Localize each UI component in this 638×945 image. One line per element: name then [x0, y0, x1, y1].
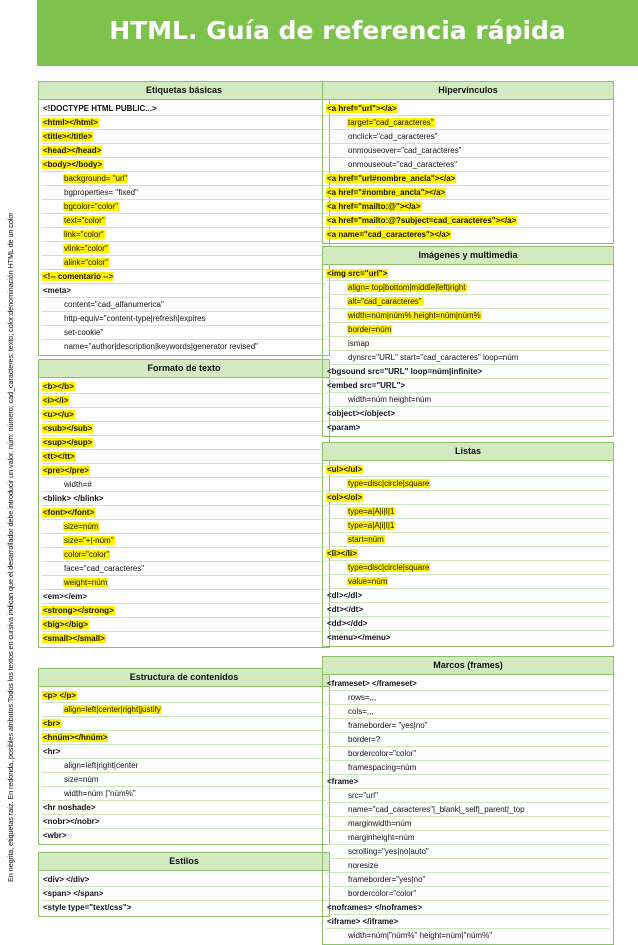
- reference-row: [326, 631, 610, 644]
- row-text: <p> </p>: [43, 691, 76, 700]
- row-text: <noframes> </noframes>: [327, 903, 423, 912]
- reference-row: [326, 817, 610, 831]
- section-title: Hipervínculos: [323, 82, 613, 100]
- row-text: <i></i>: [43, 396, 69, 405]
- reference-row: [326, 617, 610, 631]
- row-text: <bgsound src="URL" loop=núm|infinite>: [327, 367, 483, 376]
- reference-row: [42, 787, 326, 801]
- reference-row: [326, 873, 610, 887]
- row-text: width=núm |"núm%": [64, 789, 136, 798]
- row-text: <style type="text/css">: [43, 903, 132, 912]
- row-text: <frame>: [327, 777, 359, 786]
- reference-row: [42, 478, 326, 492]
- reference-row: [42, 436, 326, 450]
- row-text: <html></html>: [43, 118, 98, 127]
- section-hipervinculos: [322, 81, 614, 244]
- row-text: <strong></strong>: [43, 606, 114, 615]
- reference-row: [42, 731, 326, 745]
- row-text: bgproperties= "fixed": [64, 188, 138, 197]
- reference-row: [42, 214, 326, 228]
- reference-row: [326, 200, 610, 214]
- section-title: Imágenes y multimedia: [323, 247, 613, 265]
- row-text: <a href="url#nombre_ancla"></a>: [327, 174, 456, 183]
- row-text: face="cad_caracteres": [64, 564, 145, 573]
- reference-row: [326, 533, 610, 547]
- reference-row: [326, 228, 610, 241]
- reference-row: [42, 492, 326, 506]
- reference-row: [42, 745, 326, 759]
- row-text: link="color": [64, 230, 104, 239]
- reference-row: [42, 815, 326, 829]
- reference-row: [42, 228, 326, 242]
- row-text: <meta>: [43, 286, 72, 295]
- reference-row: [42, 632, 326, 645]
- row-text: background= "url": [64, 174, 128, 183]
- reference-row: [326, 747, 610, 761]
- section-title: Marcos (frames): [323, 657, 613, 675]
- row-text: <nobr></nobr>: [43, 817, 100, 826]
- row-text: size="+|-núm": [64, 536, 114, 545]
- row-text: <menu></menu>: [327, 633, 391, 642]
- row-text: <ol></ol>: [327, 493, 363, 502]
- section-title: Estructura de contenidos: [39, 669, 329, 687]
- reference-row: [326, 407, 610, 421]
- reference-row: [326, 281, 610, 295]
- row-text: <hr noshade>: [43, 803, 96, 812]
- section-formato-de-texto: [38, 359, 330, 648]
- reference-row: [42, 340, 326, 353]
- section-estilos: [38, 852, 330, 917]
- reference-row: [326, 519, 610, 533]
- row-text: name="author|description|keywords|generator revised": [64, 342, 259, 351]
- row-text: <hnúm></hnúm>: [43, 733, 108, 742]
- section-etiquetas-basicas: [38, 81, 330, 356]
- reference-row: [326, 393, 610, 407]
- row-text: ismap: [348, 339, 370, 348]
- reference-row: [326, 505, 610, 519]
- row-text: <hr>: [43, 747, 61, 756]
- section-title: Listas: [323, 443, 613, 461]
- reference-row: [326, 915, 610, 929]
- reference-row: [42, 394, 326, 408]
- reference-row: [42, 242, 326, 256]
- reference-row: [326, 102, 610, 116]
- row-text: border=?: [348, 735, 381, 744]
- reference-row: [42, 562, 326, 576]
- row-text: <div> </div>: [43, 875, 90, 884]
- row-text: <pre></pre>: [43, 466, 89, 475]
- row-text: start=núm: [348, 535, 384, 544]
- row-text: <body></body>: [43, 160, 103, 169]
- reference-row: [326, 561, 610, 575]
- reference-row: [42, 618, 326, 632]
- reference-row: [326, 803, 610, 817]
- reference-row: [42, 464, 326, 478]
- reference-row: [42, 534, 326, 548]
- reference-row: [326, 116, 610, 130]
- reference-row: [326, 172, 610, 186]
- reference-row: [42, 144, 326, 158]
- row-text: <a name="cad_caracteres"></a>: [327, 230, 451, 239]
- row-text: <a href="mailto:@"></a>: [327, 202, 421, 211]
- row-text: width=núm height=núm: [348, 395, 432, 404]
- reference-row: [326, 733, 610, 747]
- row-text: <sup></sup>: [43, 438, 93, 447]
- row-text: <a href="#nombre_ancla"></a>: [327, 188, 446, 197]
- reference-row: [326, 186, 610, 200]
- reference-row: [326, 761, 610, 775]
- row-text: text="color": [64, 216, 105, 225]
- row-text: set-cookie": [64, 328, 104, 337]
- page-title: HTML. Guía de referencia rápida: [109, 16, 566, 45]
- row-text: align=left|right|center: [64, 761, 139, 770]
- reference-row: [42, 604, 326, 618]
- reference-row: [42, 703, 326, 717]
- section-estructura-de-contenidos: [38, 668, 330, 845]
- row-text: vlink="color": [64, 244, 108, 253]
- reference-row: [326, 323, 610, 337]
- reference-row: [42, 759, 326, 773]
- row-text: <embed src="URL">: [327, 381, 406, 390]
- section-title: Estilos: [39, 853, 329, 871]
- reference-row: [326, 691, 610, 705]
- row-text: <title></title>: [43, 132, 93, 141]
- row-text: <param>: [327, 423, 361, 432]
- reference-row: [42, 102, 326, 116]
- reference-row: [42, 270, 326, 284]
- reference-row: [42, 158, 326, 172]
- reference-row: [326, 859, 610, 873]
- reference-row: [42, 380, 326, 394]
- reference-row: [326, 901, 610, 915]
- reference-row: [42, 408, 326, 422]
- row-text: <sub></sub>: [43, 424, 93, 433]
- row-text: <frameset> </frameset>: [327, 679, 417, 688]
- row-text: scrolling="yes|no|auto": [348, 847, 429, 856]
- reference-row: [326, 421, 610, 434]
- row-text: onmouseout="cad_caracteres": [348, 160, 458, 169]
- reference-row: [42, 172, 326, 186]
- row-text: width=#: [64, 480, 92, 489]
- reference-row: [42, 829, 326, 842]
- reference-row: [326, 365, 610, 379]
- reference-row: [42, 256, 326, 270]
- row-text: bordercolor="color": [348, 889, 417, 898]
- reference-row: [326, 144, 610, 158]
- section-marcos-frames: [322, 656, 614, 945]
- row-text: <em></em>: [43, 592, 88, 601]
- row-text: rows=,,,: [348, 693, 377, 702]
- row-text: dynsrc="URL" start="cad_caracteres" loop=núm: [348, 353, 519, 362]
- reference-row: [42, 801, 326, 815]
- section-title: Formato de texto: [39, 360, 329, 378]
- section-listas: [322, 442, 614, 647]
- reference-row: [326, 589, 610, 603]
- row-text: <li></li>: [327, 549, 357, 558]
- row-text: <img src="url">: [327, 269, 388, 278]
- reference-row: [42, 130, 326, 144]
- reference-row: [326, 547, 610, 561]
- reference-row: [326, 719, 610, 733]
- reference-row: [42, 773, 326, 787]
- row-text: <wbr>: [43, 831, 67, 840]
- reference-row: [326, 831, 610, 845]
- row-text: <dl></dl>: [327, 591, 363, 600]
- row-text: <ul></ul>: [327, 465, 363, 474]
- row-text: onclick="cad_caracteres": [348, 132, 438, 141]
- row-text: type=a|A|i|I|1: [348, 521, 395, 530]
- reference-row: [42, 326, 326, 340]
- row-text: <head></head>: [43, 146, 102, 155]
- row-text: <a href="mailto:@?subject=cad_caracteres"></a>: [327, 216, 517, 225]
- reference-row: [326, 845, 610, 859]
- row-text: onmouseover="cad_caracteres": [348, 146, 462, 155]
- reference-row: [326, 158, 610, 172]
- section-imagenes-y-multimedia: [322, 246, 614, 437]
- row-text: value=núm: [348, 577, 388, 586]
- reference-row: [326, 929, 610, 942]
- row-text: color="color": [64, 550, 110, 559]
- row-text: <tt></tt>: [43, 452, 75, 461]
- row-text: weight=núm: [64, 578, 108, 587]
- reference-row: [42, 200, 326, 214]
- reference-row: [326, 379, 610, 393]
- reference-row: [326, 775, 610, 789]
- row-text: size=núm: [64, 775, 99, 784]
- reference-row: [326, 130, 610, 144]
- reference-row: [326, 295, 610, 309]
- row-text: <font></font>: [43, 508, 95, 517]
- row-text: frameborder= "yes|no": [348, 721, 428, 730]
- reference-row: [42, 576, 326, 590]
- row-text: <object></object>: [327, 409, 396, 418]
- left-column: [38, 81, 330, 917]
- reference-row: [326, 575, 610, 589]
- row-text: <!-- comentario -->: [43, 272, 114, 281]
- reference-row: [42, 887, 326, 901]
- row-text: framespacing=núm: [348, 763, 417, 772]
- reference-row: [42, 590, 326, 604]
- row-text: width=núm|núm% height=núm|núm%: [348, 311, 481, 320]
- reference-row: [326, 603, 610, 617]
- row-text: content="cad_alfanumerica": [64, 300, 164, 309]
- reference-row: [42, 548, 326, 562]
- reference-row: [326, 887, 610, 901]
- reference-row: [42, 186, 326, 200]
- reference-row: [326, 705, 610, 719]
- row-text: <blink> </blink>: [43, 494, 104, 503]
- row-text: size=núm: [64, 522, 99, 531]
- row-text: <iframe> </iframe>: [327, 917, 399, 926]
- row-text: alt="cad_caracteres": [348, 297, 422, 306]
- row-text: noresize: [348, 861, 379, 870]
- row-text: <dd></dd>: [327, 619, 368, 628]
- row-text: type=disc|circle|square: [348, 479, 430, 488]
- reference-row: [42, 873, 326, 887]
- reference-row: [42, 717, 326, 731]
- row-text: bgcolor="color": [64, 202, 118, 211]
- reference-row: [326, 789, 610, 803]
- reference-row: [42, 312, 326, 326]
- row-text: cols=,,,: [348, 707, 374, 716]
- side-note: En negrita, etiquetas raíz. En redonda, posibles atributos.Todos los textos en cursiva indican que el desarrollador debe introducir un valor. núm: número; cad_caracteres: texto; color:denominación HTML de un color: [6, 212, 15, 882]
- reference-row: [326, 491, 610, 505]
- row-text: <br>: [43, 719, 61, 728]
- right-column: [322, 81, 614, 945]
- reference-row: [326, 463, 610, 477]
- row-text: width=núm|"núm%" height=núm|"núm%": [348, 931, 493, 940]
- reference-row: [326, 351, 610, 365]
- row-text: align= top|bottom|middle|left|right: [348, 283, 466, 292]
- reference-row: [42, 284, 326, 298]
- row-text: marginheight=núm: [348, 833, 415, 842]
- reference-row: [42, 520, 326, 534]
- section-title: Etiquetas básicas: [39, 82, 329, 100]
- reference-row: [326, 214, 610, 228]
- reference-row: [42, 422, 326, 436]
- reference-row: [42, 298, 326, 312]
- row-text: name="cad_caracteres"|_blank|_self|_parent|_top: [348, 805, 525, 814]
- row-text: border=núm: [348, 325, 392, 334]
- row-text: type=a|A|i|I|1: [348, 507, 395, 516]
- reference-row: [326, 309, 610, 323]
- reference-row: [42, 450, 326, 464]
- reference-row: [42, 506, 326, 520]
- row-text: marginwidth=núm: [348, 819, 412, 828]
- reference-row: [326, 477, 610, 491]
- row-text: bordercolor="color": [348, 749, 417, 758]
- row-text: <!DOCTYPE HTML PUBLIC...>: [43, 104, 157, 113]
- row-text: <a href="url"></a>: [327, 104, 397, 113]
- row-text: <b></b>: [43, 382, 74, 391]
- reference-row: [42, 116, 326, 130]
- reference-row: [42, 689, 326, 703]
- row-text: target="cad_caracteres": [348, 118, 434, 127]
- row-text: <u></u>: [43, 410, 74, 419]
- row-text: <span> </span>: [43, 889, 104, 898]
- row-text: http-equiv="content-type|refresh|expires: [64, 314, 206, 323]
- row-text: <dt></dt>: [327, 605, 364, 614]
- row-text: <big></big>: [43, 620, 88, 629]
- title-banner: [37, 0, 638, 66]
- row-text: type=disc|circle|square: [348, 563, 430, 572]
- row-text: frameborder="yes|no": [348, 875, 426, 884]
- row-text: <small></small>: [43, 634, 105, 643]
- reference-row: [326, 677, 610, 691]
- reference-row: [326, 267, 610, 281]
- row-text: src="url": [348, 791, 378, 800]
- reference-row: [326, 337, 610, 351]
- row-text: alink="color": [64, 258, 109, 267]
- row-text: align=left|center|right|justify: [64, 705, 161, 714]
